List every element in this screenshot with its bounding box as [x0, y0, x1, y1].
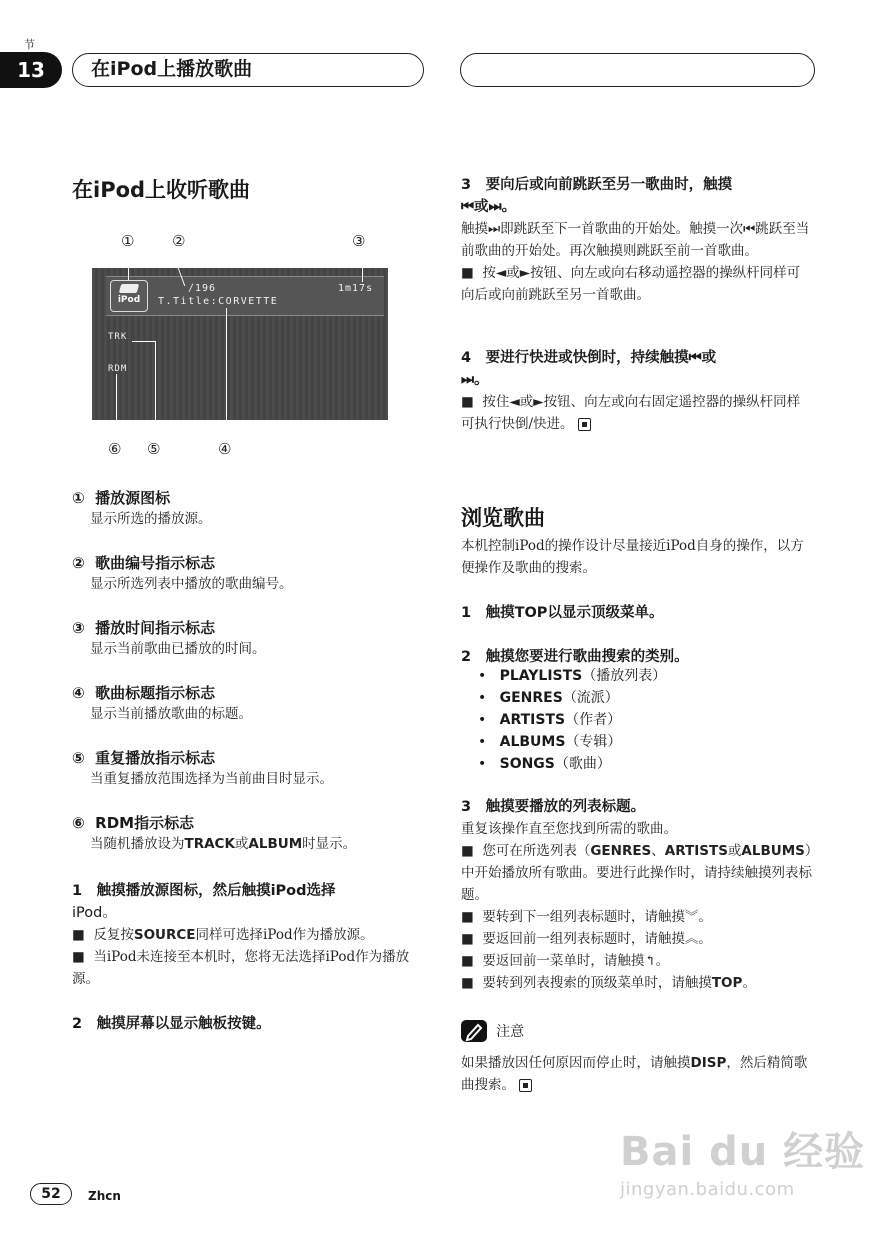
step-heading-cont: ⏭。: [461, 372, 489, 388]
bullet: ■ 您可在所选列表（GENRES、ARTISTS或ALBUMS）中开始播放所有歌曲。要进行此操作时，请持续触摸列表标题。: [461, 843, 812, 903]
step-heading: 4 要进行快进或快倒时，持续触摸⏮或: [461, 350, 717, 366]
step-heading-cont: iPod。: [72, 905, 117, 921]
step-3-skip: [461, 174, 813, 306]
category-albums: • ALBUMS（专辑）: [478, 734, 622, 750]
repeat-indicator: TRK: [108, 332, 128, 342]
bullet: ■ 当iPod未连接至本机时，您将无法选择iPod作为播放源。: [72, 949, 410, 987]
item-desc: 当重复播放范围选择为当前曲目时显示。: [90, 771, 333, 787]
indicator-descriptions: [72, 487, 432, 877]
bullet: ■ 反复按SOURCE同样可选择iPod作为播放源。: [72, 927, 374, 943]
watermark: [620, 1120, 865, 1200]
callout-5: ⑤: [147, 440, 161, 458]
browse-step-3: [461, 796, 813, 994]
item-desc: 显示当前播放歌曲的标题。: [90, 706, 252, 722]
callout-4: ④: [218, 440, 232, 458]
note-header: [461, 1020, 524, 1042]
track-number-indicator: ∕196: [188, 283, 217, 294]
source-icon: [110, 280, 148, 312]
callout-3: ③: [352, 232, 366, 250]
end-mark-icon: [519, 1079, 532, 1092]
item-title: 播放源图标: [95, 489, 171, 507]
step-heading: 1 触摸播放源图标，然后触摸iPod选择: [72, 883, 336, 899]
callout-2: ②: [172, 232, 186, 250]
item-title: 播放时间指示标志: [95, 619, 216, 637]
category-songs: • SONGS（歌曲）: [478, 756, 611, 772]
browse-step-2: 2 触摸您要进行歌曲搜索的类别。: [461, 649, 689, 665]
step-text: 触摸⏭即跳跃至下一首歌曲的开始处。触摸一次⏮跳跃至当前歌曲的开始处。再次触摸则跳跃至前一首歌曲。: [461, 221, 810, 259]
step-1-select-ipod: [72, 880, 422, 990]
browse-step-1: 1 触摸TOP以显示顶级菜单。: [461, 605, 664, 621]
bullet: ■ 要转到下一组列表标题时，请触摸︾。: [461, 909, 712, 925]
ipod-icon: [119, 284, 139, 293]
category-genres: • GENRES（流派）: [478, 690, 619, 706]
rdm-indicator: RDM: [108, 364, 128, 374]
bullet: ■ 按◄或►按钮、向左或向右移动遥控器的操纵杆同样可向后或向前跳跃至另一首歌曲。: [461, 265, 801, 303]
step-2-show-touch-keys: 2 触摸屏幕以显示触板按键。: [72, 1016, 271, 1032]
step-text: 重复该操作直至您找到所需的歌曲。: [461, 821, 677, 837]
category-artists: • ARTISTS（作者）: [478, 712, 622, 728]
song-title-indicator: T.Title:CORVETTE: [158, 296, 279, 307]
item-number: ①: [72, 489, 85, 507]
section-number-badge: 13: [0, 52, 62, 88]
step-heading-cont: ⏮或⏭。: [461, 199, 517, 215]
bullet: ■ 要返回前一菜单时，请触摸↰。: [461, 953, 670, 969]
browse-intro: 本机控制iPod的操作设计尽量接近iPod自身的操作，以方便操作及歌曲的搜索。: [461, 538, 804, 576]
bullet: ■ 按住◄或►按钮、向左或向右固定遥控器的操纵杆同样可执行快倒/快进。: [461, 394, 801, 432]
item-number: ②: [72, 554, 85, 572]
page-number: 52: [30, 1183, 72, 1205]
step-heading: 3 要向后或向前跳跃至另一歌曲时，触摸: [461, 177, 733, 193]
item-title: 歌曲标题指示标志: [95, 684, 216, 702]
item-desc: 显示当前歌曲已播放的时间。: [90, 641, 266, 657]
category-list: [478, 665, 666, 775]
language-code: Zhcn: [88, 1189, 121, 1203]
category-playlists: • PLAYLISTS（播放列表）: [478, 668, 667, 684]
bullet: ■ 要返回前一组列表标题时，请触摸︽。: [461, 931, 712, 947]
end-mark-icon: [578, 418, 591, 431]
item-title: 歌曲编号指示标志: [95, 554, 216, 572]
ipod-display-illustration: [92, 268, 388, 420]
bullet: ■ 要转到列表搜索的顶级菜单时，请触摸TOP。: [461, 975, 756, 991]
item-number: ③: [72, 619, 85, 637]
section-title: 在iPod上播放歌曲: [72, 53, 424, 87]
note-text: 如果播放因任何原因而停止时，请触摸DISP，然后精简歌曲搜索。: [461, 1055, 808, 1093]
header-right-pill: [460, 53, 815, 87]
item-number: ④: [72, 684, 85, 702]
callout-6: ⑥: [108, 440, 122, 458]
watermark-url: jingyan.baidu.com: [620, 1179, 795, 1200]
step-4-fast-forward: [461, 347, 813, 435]
item-desc: 当随机播放设为TRACK或ALBUM时显示。: [90, 836, 357, 852]
watermark-logo: Bai du 经验: [620, 1129, 866, 1175]
pencil-note-icon: [461, 1020, 487, 1042]
item-desc: 显示所选列表中播放的歌曲编号。: [90, 576, 293, 592]
page-heading: 在iPod上收听歌曲: [72, 178, 251, 202]
item-number: ⑤: [72, 749, 85, 767]
item-title: RDM指示标志: [95, 814, 195, 832]
ipod-badge-label: iPod: [117, 295, 141, 305]
item-title: 重复播放指示标志: [95, 749, 216, 767]
step-heading: 3 触摸要播放的列表标题。: [461, 799, 646, 815]
note-label: 注意: [496, 1024, 525, 1040]
section-label: 节: [24, 38, 35, 51]
item-number: ⑥: [72, 814, 85, 832]
callout-1: ①: [121, 232, 135, 250]
browse-heading: 浏览歌曲: [461, 506, 545, 530]
play-time-indicator: 1m17s: [338, 283, 374, 294]
item-desc: 显示所选的播放源。: [90, 511, 212, 527]
